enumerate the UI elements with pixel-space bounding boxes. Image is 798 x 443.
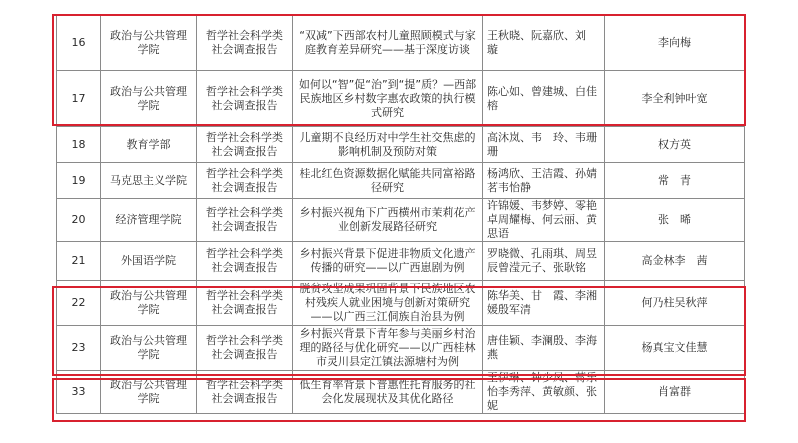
members-cell: 高沐岚、韦 玲、韦珊珊	[483, 127, 605, 163]
category-cell: 哲学社会科学类社会调查报告	[197, 326, 293, 371]
project-title-cell: 乡村振兴背景下青年参与美丽乡村治理的路径与优化研究——以广西桂林市灵川县定江镇法源塘村为例	[293, 326, 483, 371]
advisor-cell: 肖富群	[605, 371, 745, 414]
members-cell: 许锦媛、韦梦婷、零艳卓周耀梅、何云丽、黄思语	[483, 199, 605, 242]
table-row	[57, 281, 745, 326]
row-number: 22	[57, 281, 101, 326]
members-cell: 王伊琳、钟少凤、蒋乐怡李秀萍、黄敏颜、张 妮	[483, 371, 605, 414]
college-cell: 政治与公共管理学院	[101, 371, 197, 414]
row-number: 19	[57, 163, 101, 199]
table-row	[57, 326, 745, 371]
advisor-cell: 李全利钟叶宽	[605, 71, 745, 127]
advisor-cell: 高金林李 茜	[605, 242, 745, 281]
category-cell: 哲学社会科学类社会调查报告	[197, 15, 293, 71]
category-cell: 哲学社会科学类社会调查报告	[197, 242, 293, 281]
project-title-cell: 儿童期不良经历对中学生社交焦虑的影响机制及预防对策	[293, 127, 483, 163]
table-row	[57, 15, 745, 71]
advisor-cell: 常 青	[605, 163, 745, 199]
college-cell: 马克思主义学院	[101, 163, 197, 199]
table-body	[57, 15, 745, 414]
members-cell: 陈华美、甘 霞、李湘媛殷军清	[483, 281, 605, 326]
project-title-cell: “双减”下西部农村儿童照顾模式与家庭教育差异研究——基于深度访谈	[293, 15, 483, 71]
advisor-cell: 张 晞	[605, 199, 745, 242]
project-title-cell: 低生育率背景下普惠性托育服务的社会化发展现状及其优化路径	[293, 371, 483, 414]
project-title-cell: 如何以“智”促“治”到“提”质？—西部民族地区乡村数字惠农政策的执行模式研究	[293, 71, 483, 127]
award-table	[56, 14, 745, 414]
college-cell: 外国语学院	[101, 242, 197, 281]
table-row	[57, 71, 745, 127]
row-number: 20	[57, 199, 101, 242]
category-cell: 哲学社会科学类社会调查报告	[197, 281, 293, 326]
advisor-cell: 权方英	[605, 127, 745, 163]
college-cell: 政治与公共管理学院	[101, 71, 197, 127]
category-cell: 哲学社会科学类社会调查报告	[197, 163, 293, 199]
members-cell: 陈心如、曾建城、白佳榕	[483, 71, 605, 127]
row-number: 21	[57, 242, 101, 281]
table-row	[57, 199, 745, 242]
project-title-cell: 脱贫攻坚成果巩固背景下民族地区农村残疾人就业困境与创新对策研究——以广西三江侗族自治县为例	[293, 281, 483, 326]
college-cell: 教育学部	[101, 127, 197, 163]
category-cell: 哲学社会科学类社会调查报告	[197, 371, 293, 414]
college-cell: 政治与公共管理学院	[101, 281, 197, 326]
project-title-cell: 乡村振兴视角下广西横州市茉莉花产业创新发展路径研究	[293, 199, 483, 242]
table-row	[57, 127, 745, 163]
row-number: 23	[57, 326, 101, 371]
table-row	[57, 242, 745, 281]
category-cell: 哲学社会科学类社会调查报告	[197, 199, 293, 242]
advisor-cell: 李向梅	[605, 15, 745, 71]
project-title-cell: 乡村振兴背景下促进非物质文化遗产传播的研究——以广西崽剧为例	[293, 242, 483, 281]
college-cell: 政治与公共管理学院	[101, 326, 197, 371]
members-cell: 王秋晓、阮嘉欣、刘 璇	[483, 15, 605, 71]
project-title-cell: 桂北红色资源数据化赋能共同富裕路径研究	[293, 163, 483, 199]
advisor-cell: 杨真宝文佳慧	[605, 326, 745, 371]
members-cell: 唐佳颖、李澜殷、李海燕	[483, 326, 605, 371]
category-cell: 哲学社会科学类社会调查报告	[197, 71, 293, 127]
row-number: 33	[57, 371, 101, 414]
advisor-cell: 何乃柱吴秋萍	[605, 281, 745, 326]
row-number: 16	[57, 15, 101, 71]
category-cell: 哲学社会科学类社会调查报告	[197, 127, 293, 163]
college-cell: 政治与公共管理学院	[101, 15, 197, 71]
table-row	[57, 163, 745, 199]
table-row	[57, 371, 745, 414]
college-cell: 经济管理学院	[101, 199, 197, 242]
row-number: 17	[57, 71, 101, 127]
row-number: 18	[57, 127, 101, 163]
members-cell: 罗晓微、孔雨琪、周昱辰曾滢元子、张耿铭	[483, 242, 605, 281]
members-cell: 杨鸿欣、王洁霞、孙婧茗韦怡静	[483, 163, 605, 199]
